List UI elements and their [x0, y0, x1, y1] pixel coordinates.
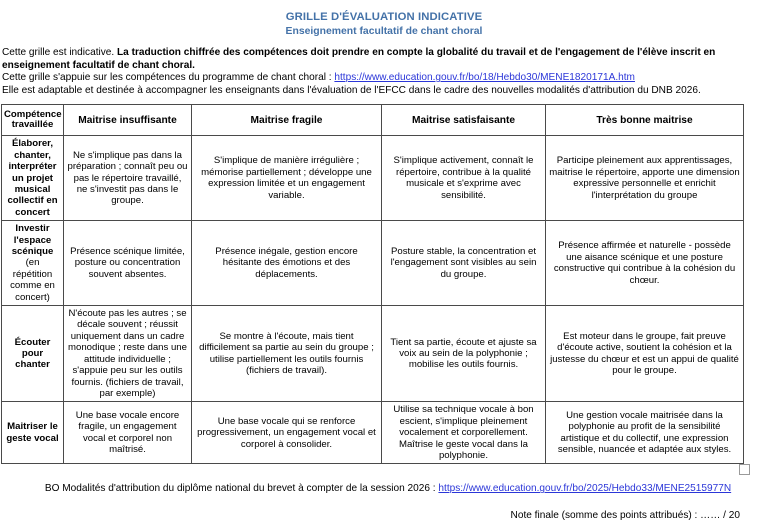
title-block — [0, 0, 768, 38]
cell-tres-bonne: Présence affirmée et naturelle - possède une aisance scénique et une posture constructive qui contribue à la cohésion du chœur. — [546, 221, 744, 306]
cell-satisfaisante: Utilise sa technique vocale à bon escient, s'implique pleinement vocalement et corporellement. Maîtrise le geste vocal dans la polyphonie. — [382, 402, 546, 464]
page-subtitle: Enseignement facultatif de chant choral — [285, 26, 483, 37]
cell-fragile: Présence inégale, gestion encore hésitante des émotions et des déplacements. — [192, 221, 382, 306]
intro-line-3: Elle est adaptable et destinée à accompagner les enseignants dans l'évaluation de l'EFCC dans le cadre des nouvelles modalités d'attribution du DNB 2026. — [2, 84, 701, 96]
cell-tres-bonne: Une gestion vocale maitrisée dans la polyphonie au profit de la sensibilité artistique et du collectif, une expression sensible, nuancée et adaptée aux styles. — [546, 402, 744, 464]
column-header-competence: Compétence travaillée — [2, 105, 64, 136]
evaluation-grid — [1, 104, 744, 464]
table-row — [2, 402, 744, 464]
programme-chant-choral-link[interactable]: https://www.education.gouv.fr/bo/18/Hebdo30/MENE1820171A.htm — [334, 72, 635, 84]
cell-fragile: S'implique de manière irrégulière ; mémorise partiellement ; développe une expression limitée et un engagement variable. — [192, 136, 382, 221]
row-header-sublabel: (en répétition comme en concert) — [10, 257, 55, 303]
cell-insuffisante: N'écoute pas les autres ; se décale souvent ; réussit uniquement dans un cadre monodique ; reste dans une attitude individuelle ; s'appuie peu sur les outils fournis. (fichiers de travail, par exemple) — [64, 306, 192, 402]
note-finale: Note finale (somme des points attribués) : …… / 20 — [510, 510, 740, 521]
cell-insuffisante: Présence scénique limitée, posture ou concentration souvent absentes. — [64, 221, 192, 306]
table-row — [2, 221, 744, 306]
cell-satisfaisante: S'implique activement, connaît le répertoire, contribue à la qualité musicale et s'exprime avec sensibilité. — [382, 136, 546, 221]
intro-paragraphs — [0, 47, 768, 97]
column-header-maitrise-satisfaisante: Maitrise satisfaisante — [382, 105, 546, 136]
cell-tres-bonne: Participe pleinement aux apprentissages, maitrise le répertoire, apporte une dimension expressive personnelle et enrichit l'interprétation du groupe — [546, 136, 744, 221]
cell-satisfaisante: Tient sa partie, écoute et ajuste sa voix au sein de la polyphonie ; mobilise les outils fournis. — [382, 306, 546, 402]
row-header-label: Investir l'espace scénique — [11, 223, 54, 258]
row-header-label: Maitriser le geste vocal — [6, 421, 59, 444]
row-header-competence — [2, 221, 64, 306]
cell-insuffisante: Une base vocale encore fragile, un engagement vocal et corporel non maîtrisé. — [64, 402, 192, 464]
column-header-tres-bonne-maitrise: Très bonne maitrise — [546, 105, 744, 136]
footer-bo-reference — [0, 482, 768, 495]
cell-fragile: Se montre à l'écoute, mais tient difficilement sa partie au sein du groupe ; utilise partiellement les outils fournis (fichiers de travail). — [192, 306, 382, 402]
grid-header-row — [2, 105, 744, 136]
table-row — [2, 306, 744, 402]
column-header-maitrise-insuffisante: Maitrise insuffisante — [64, 105, 192, 136]
cell-fragile: Une base vocale qui se renforce progressivement, un engagement vocal et corporel à consolider. — [192, 402, 382, 464]
row-header-competence — [2, 402, 64, 464]
table-resize-handle[interactable] — [739, 464, 750, 475]
table-row — [2, 136, 744, 221]
page-title: GRILLE D'ÉVALUATION INDICATIVE — [285, 11, 483, 23]
row-header-label: Élaborer, chanter, interpréter un projet musical collectif en concert — [7, 138, 58, 218]
intro-line-2 — [2, 72, 764, 85]
row-header-label: Écouter pour chanter — [14, 336, 51, 371]
intro-line-2-plain: Cette grille s'appuie sur les compétences du programme de chant choral : — [2, 72, 335, 84]
footer-bo-text: BO Modalités d'attribution du diplôme national du brevet à compter de la session 2026 : — [44, 483, 439, 495]
cell-tres-bonne: Est moteur dans le groupe, fait preuve d'écoute active, soutient la cohésion et la justesse du chœur et est un appui de qualité pour le groupe. — [546, 306, 744, 402]
row-header-competence — [2, 136, 64, 221]
evaluation-grid-wrapper — [0, 104, 768, 464]
row-header-competence — [2, 306, 64, 402]
intro-line-1 — [2, 47, 764, 72]
column-header-maitrise-fragile: Maitrise fragile — [192, 105, 382, 136]
cell-satisfaisante: Posture stable, la concentration et l'engagement sont visibles au sein du groupe. — [382, 221, 546, 306]
intro-line-1-bold: La traduction chiffrée des compétences doit prendre en compte la globalité du travail et de l'engagement de l'élève inscrit en enseignement facultatif de chant choral. — [2, 47, 716, 71]
cell-insuffisante: Ne s'implique pas dans la préparation ; connaît peu ou pas le répertoire travaillé, ne s'investit pas dans le groupe. — [64, 136, 192, 221]
intro-line-1-plain: Cette grille est indicative. — [2, 47, 118, 58]
bo-dnb-2026-link[interactable]: https://www.education.gouv.fr/bo/2025/Hebdo33/MENE2515977N — [438, 483, 732, 495]
